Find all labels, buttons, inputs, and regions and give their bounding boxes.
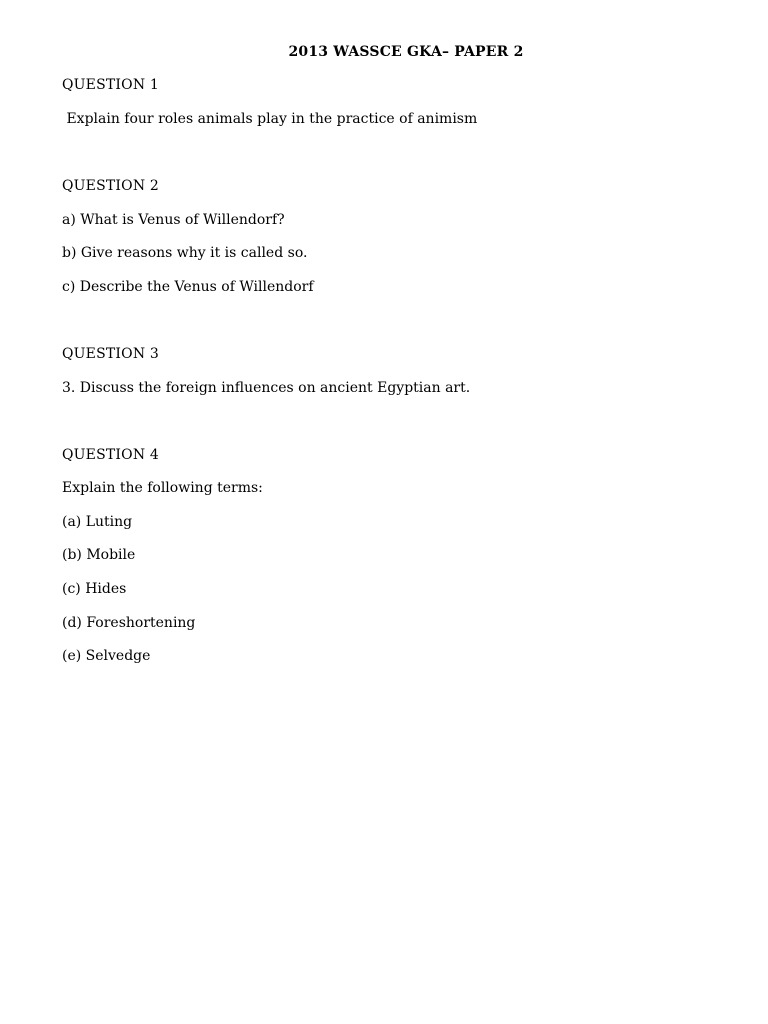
question-4-term-e: (e) Selvedge	[62, 648, 151, 664]
question-4-term-a: (a) Luting	[62, 514, 133, 530]
question-2-part-a: a) What is Venus of Willendorf?	[62, 212, 285, 228]
question-2-heading: QUESTION 2	[62, 178, 160, 194]
question-4-heading: QUESTION 4	[62, 447, 160, 463]
question-4-term-d: (d) Foreshortening	[62, 615, 196, 631]
question-3-heading: QUESTION 3	[62, 346, 160, 362]
question-3-text: 3. Discuss the foreign influences on ancient Egyptian art.	[62, 380, 471, 396]
question-2-part-c: c) Describe the Venus of Willendorf	[62, 279, 314, 295]
question-1-heading: QUESTION 1	[62, 77, 160, 93]
question-4-term-b: (b) Mobile	[62, 547, 136, 563]
question-4-instruction: Explain the following terms:	[62, 480, 263, 496]
question-1-text: Explain four roles animals play in the practice of animism	[62, 111, 478, 127]
question-4-term-c: (c) Hides	[62, 581, 127, 597]
document-title: 2013 WASSCE GKA– PAPER 2	[288, 44, 524, 60]
question-2-part-b: b) Give reasons why it is called so.	[62, 245, 308, 261]
